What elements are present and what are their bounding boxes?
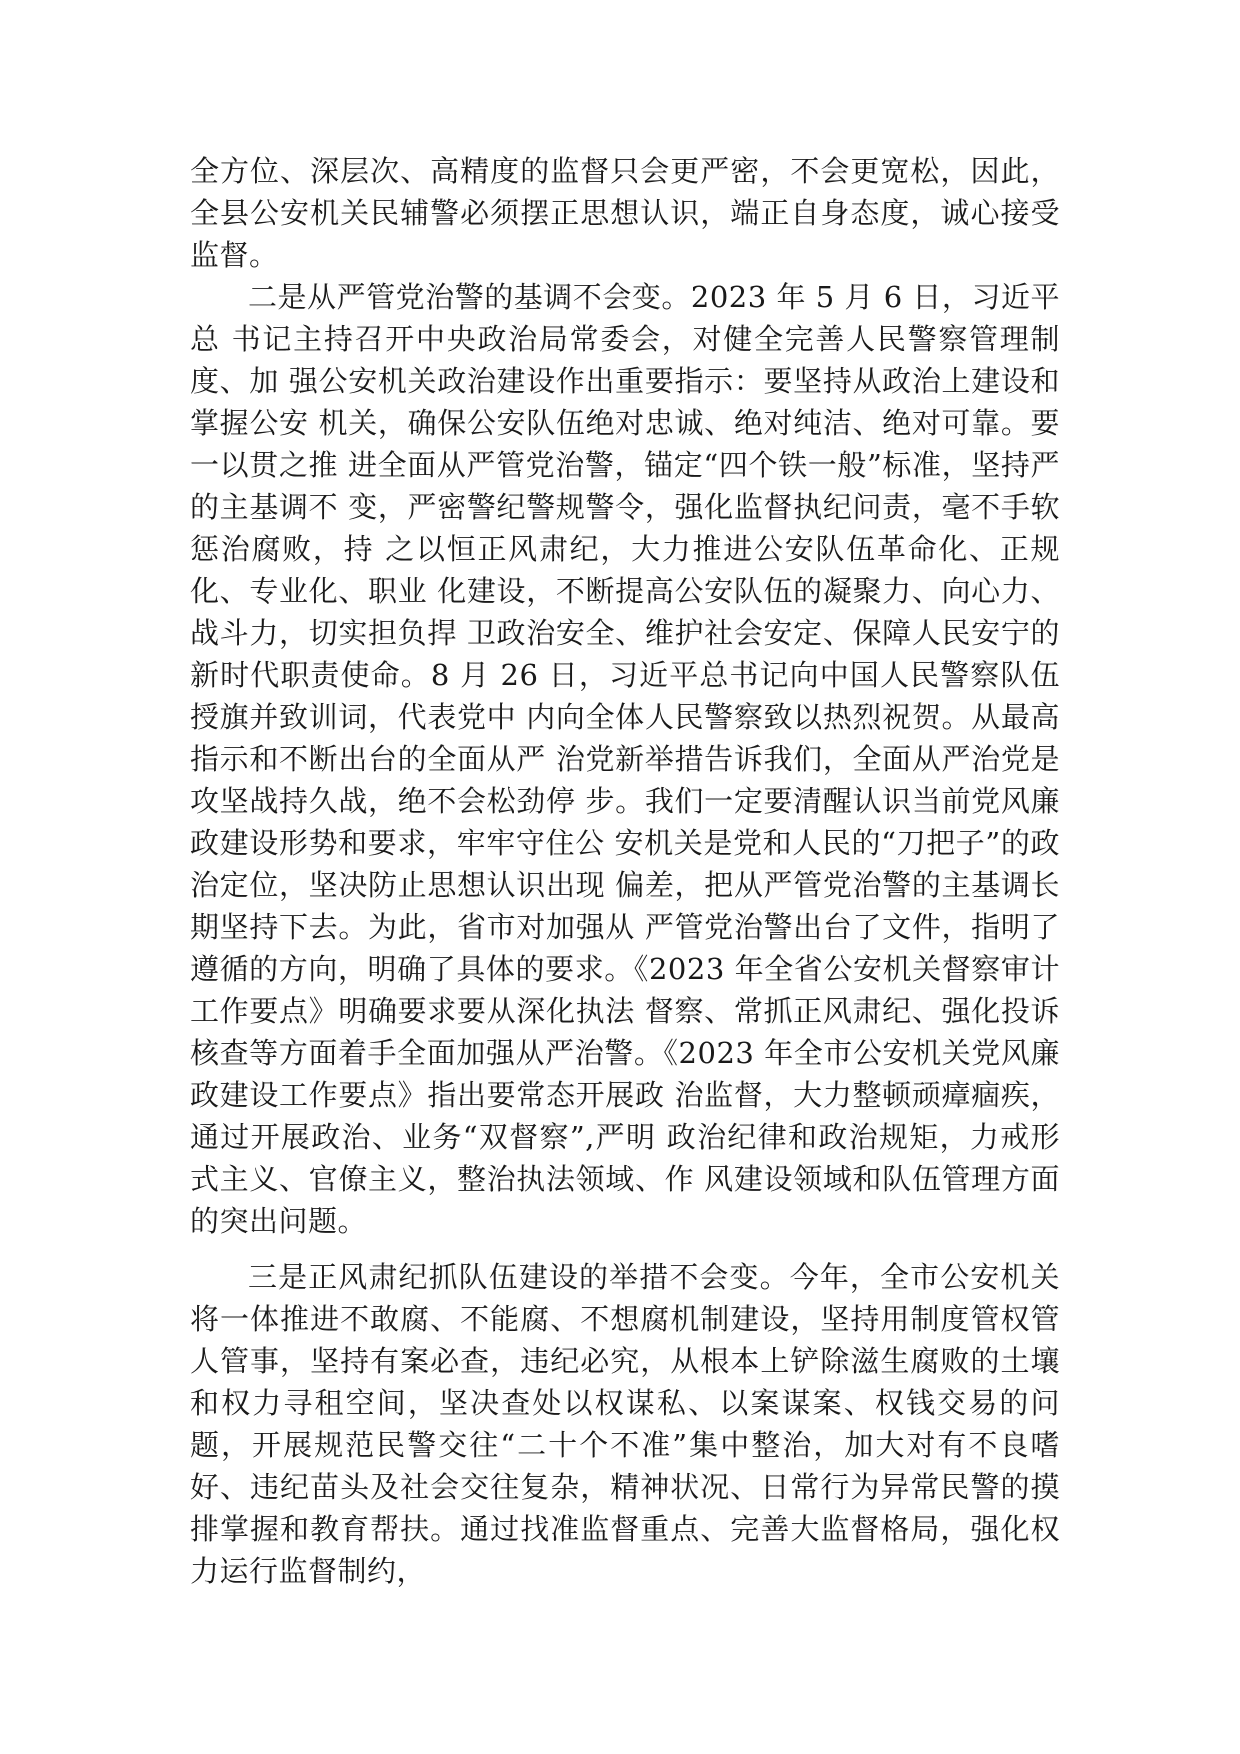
- paragraph-spacer: [190, 1242, 1060, 1256]
- paragraph-continuation: 全方位、深层次、高精度的监督只会更严密，不会更宽松，因此，全县公安机关民辅警必须摆正思想认识，端正自身态度，诚心接受监督。: [190, 154, 1060, 272]
- paragraph-three: 三是正风肃纪抓队伍建设的举措不会变。今年，全市公安机关将一体推进不敢腐、不能腐、不想腐机制建设，坚持用制度管权管人管事，坚持有案必查，违纪必究，从根本上铲除滋生腐败的土壤和权力寻租空间，坚决查处以权谋私、以案谋案、权钱交易的问题，开展规范民警交往“二十个不准”集中整治，加大对有不良嗜好、违纪苗头及社会交往复杂，精神状况、日常行为异常民警的摸排掌握和教育帮扶。通过找准监督重点、完善大监督格局，强化权力运行监督制约，: [190, 1260, 1060, 1588]
- paragraph-two: 二是从严管党治警的基调不会变。2023 年 5 月 6 日，习近平总 书记主持召开中央政治局常委会，对健全完善人民警察管理制度、加 强公安机关政治建设作出重要指示：要坚持从政治上建设和掌握公安 机关，确保公安队伍绝对忠诚、绝对纯洁、绝对可靠。要一以贯之推 进全面从严管党治警，锚定“四个铁一般”标准，坚持严的主基调不 变，严密警纪警规警令，强化监督执纪问责，毫不手软惩治腐败，持 之以恒正风肃纪，大力推进公安队伍革命化、正规化、专业化、职业 化建设，不断提高公安队伍的凝聚力、向心力、战斗力，切实担负捍 卫政治安全、维护社会安定、保障人民安宁的新时代职责使命。8 月 26 日，习近平总书记向中国人民警察队伍授旗并致训词，代表党中 内向全体人民警察致以热烈祝贺。从最高指示和不断出台的全面从严 治党新举措告诉我们，全面从严治党是攻坚战持久战，绝不会松劲停 步。我们一定要清醒认识当前党风廉政建设形势和要求，牢牢守住公 安机关是党和人民的“刀把子”的政治定位，坚决防止思想认识出现 偏差，把从严管党治警的主基调长期坚持下去。为此，省市对加强从 严管党治警出台了文件，指明了遵循的方向，明确了具体的要求。《2023 年全省公安机关督察审计工作要点》明确要求要从深化执法 督察、常抓正风肃纪、强化投诉核查等方面着手全面加强从严治警。《2023 年全市公安机关党风廉政建设工作要点》指出要常态开展政 治监督，大力整顿顽瘴痼疾，通过开展政治、业务“双督察”,严明 政治纪律和政治规矩，力戒形式主义、官僚主义，整治执法领域、作 风建设领域和队伍管理方面的突出问题。: [190, 280, 1060, 1238]
- document-body: [190, 150, 1060, 1592]
